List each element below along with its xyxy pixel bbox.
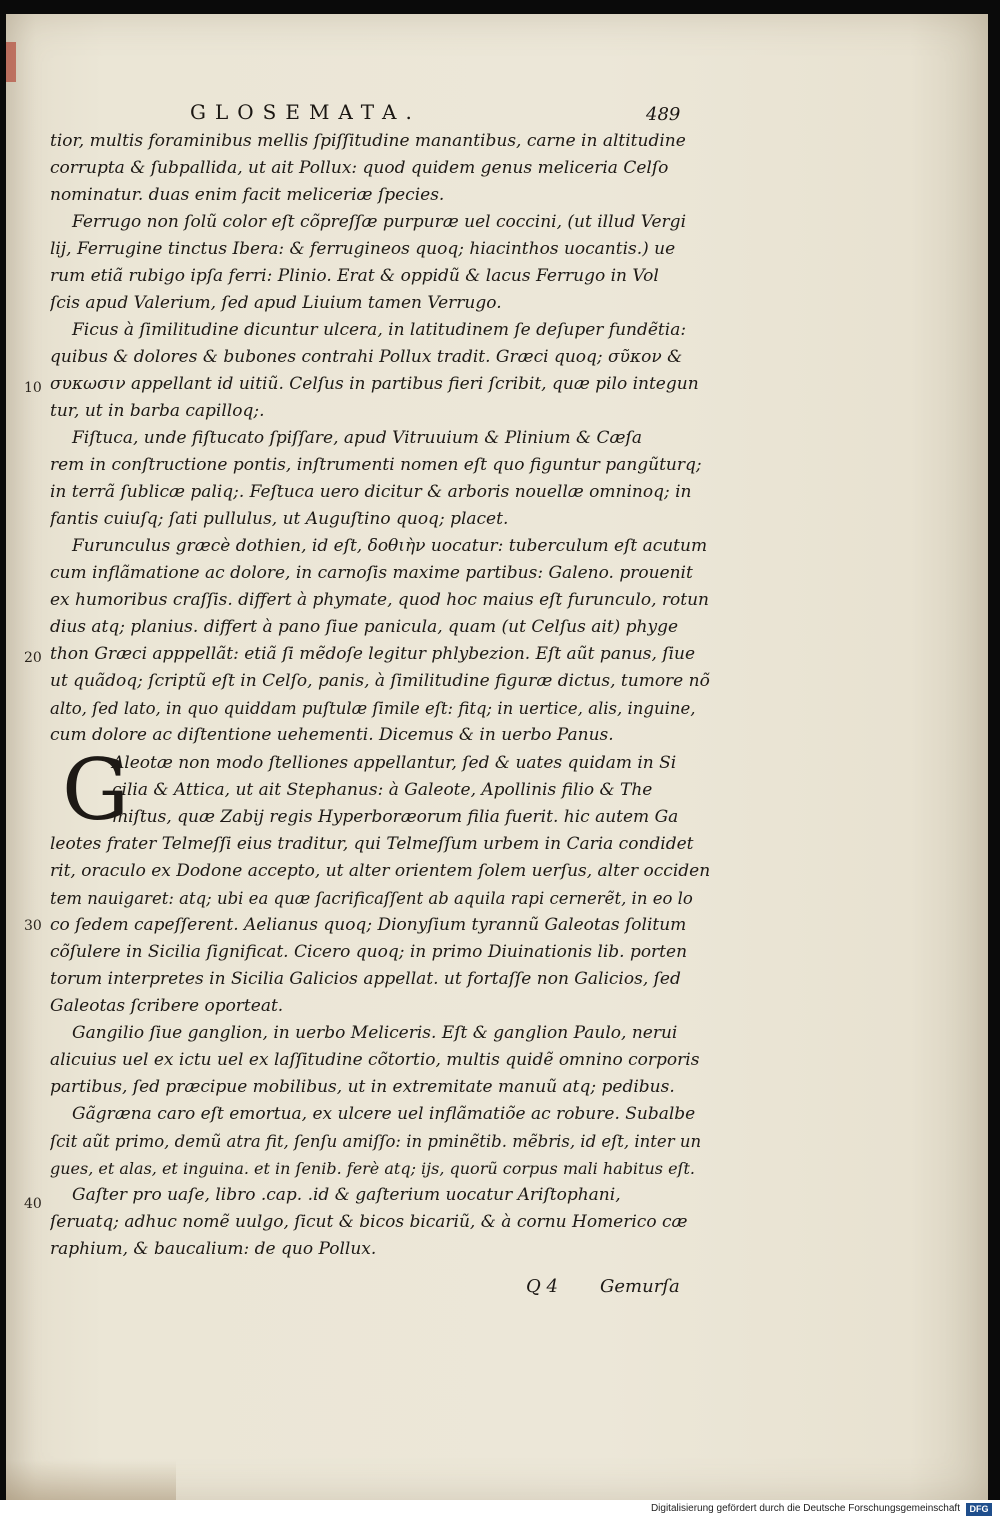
text-line: Furunculus græcè dothien, id eſt, δοθιὴν uocatur: tuberculum eſt acutum [72,536,708,556]
text-line: fantis cuiuſq; ſati pullulus, ut Auguſtino quoq; placet. [50,509,509,529]
text-line: partibus, ſed præcipue mobilibus, ut in extremitate manuũ atq; pedibus. [50,1077,675,1097]
text-line: in terrã ſublicæ paliq;. Feſtuca uero dicitur & arboris nouellæ omninoq; in [50,482,692,502]
text-line: thon Græci apppellãt: etiã ſi mẽdoſe legitur phlybezion. Eſt aũt panus, ſiue [50,644,696,664]
margin-line-number: 30 [24,918,42,934]
page-stain [6,1460,176,1500]
margin-line-number: 20 [24,650,42,666]
text-line: συκωσιν appellant id uitiũ. Celſus in partibus fieri ſcribit, quæ pilo integun [50,374,699,394]
footer-bar [0,1500,1000,1520]
text-line: ſcis apud Valerium, ſed apud Liuium tamen Verrugo. [50,293,502,313]
text-line: lij, Ferrugine tinctus Ibera: & ferrugineos quoq; hiacinthos uocantis.) ue [50,239,676,259]
text-line: Gaſter pro uaſe, libro .cap. .id & gaſterium uocatur Ariſtophani, [72,1185,621,1205]
text-line: Gãgræna caro eſt emortua, ex ulcere uel inflãmatiõe ac robure. Subalbe [72,1104,696,1124]
signature-mark: Q 4 [526,1276,558,1297]
margin-line-number: 40 [24,1196,42,1212]
catchword: Gemurſa [600,1276,680,1297]
text-line: nominatur. duas enim facit meliceriæ ſpecies. [50,185,445,205]
text-line: Fiſtuca, unde fiſtucato ſpiſſare, apud Vitruuium & Plinium & Cæſa [72,428,642,448]
text-line: rum etiã rubigo ipſa ferri: Plinio. Erat & oppidũ & lacus Ferrugo in Vol [50,266,659,286]
text-line: Ficus à ſimilitudine dicuntur ulcera, in latitudinem ſe deſuper fundẽtia: [72,320,687,340]
margin-line-number: 10 [24,380,42,396]
text-line: co ſedem capeſſerent. Aelianus quoq; Dionyſium tyrannũ Galeotas ſolitum [50,915,687,935]
text-line: cõſulere in Sicilia ſignificat. Cicero quoq; in primo Diuinationis lib. porten [50,942,688,962]
drop-capital: G [62,741,130,839]
text-line: rit, oraculo ex Dodone accepto, ut alter orientem ſolem uerſus, alter occiden [50,861,710,881]
text-line: miſtus, quæ Zabij regis Hyperboræorum filia fuerit. hic autem Ga [112,807,679,827]
text-line: rem in conſtructione pontis, inſtrumenti nomen eſt quo figuntur pangũturq; [50,455,702,475]
text-line: Aleotæ non modo ſtelliones appellantur, ſed & uates quidam in Si [112,753,677,773]
text-line: alto, ſed lato, in quo quiddam puſtulæ ſimile eſt: fitq; in uertice, alis, inguine, [50,699,696,718]
text-line: gues, et alas, et inguina. et in ſenib. ferè atq; ijs, quorũ corpus mali habitus eſt. [50,1159,695,1178]
text-line: ex humoribus craſſis. differt à phymate, quod hoc maius eſt furunculo, rotun [50,590,709,610]
text-line: Gangilio ſiue ganglion, in uerbo Meliceris. Eſt & ganglion Paulo, nerui [72,1023,678,1043]
text-line: cilia & Attica, ut ait Stephanus: à Galeote, Apollinis filio & The [112,780,653,800]
text-line: dius atq; planius. differt à pano ſiue panicula, quam (ut Celſus ait) phyge [50,617,679,637]
text-line: corrupta & ſubpallida, ut ait Pollux: quod quidem genus meliceria Celſo [50,158,669,178]
text-line: torum interpretes in Sicilia Galicios appellat. ut fortaſſe non Galicios, ſed [50,969,681,989]
dfg-logo: DFG [966,1503,992,1516]
text-line: cum inflãmatione ac dolore, in carnoſis maxime partibus: Galeno. prouenit [50,563,693,583]
text-line: cum dolore ac diſtentione uehementi. Dicemus & in uerbo Panus. [50,725,614,745]
text-block [50,128,710,1263]
text-line: alicuius uel ex ictu uel ex laſſitudine cõtortio, multis quidẽ omnino corporis [50,1050,700,1070]
running-head: GLOSEMATA. [190,100,421,124]
text-line: Galeotas ſcribere oporteat. [50,996,284,1016]
text-line: tior, multis foraminibus mellis ſpiſſitudine manantibus, carne in altitudine [50,131,686,151]
text-line: tem nauigaret: atq; ubi ea quæ ſacrificaſſent ab aquila rapi cernerẽt, in eo lo [50,889,693,908]
text-line: leotes frater Telmeſſi eius traditur, qui Telmeſſum urbem in Caria condidet [50,834,694,854]
page-edge-tab [6,42,16,82]
footer-credit: Digitalisierung gefördert durch die Deutsche Forschungsgemeinschaft [650,1503,960,1514]
text-line: tur, ut in barba capilloq;. [50,401,265,421]
text-line: quibus & dolores & bubones contrahi Pollux tradit. Græci quoq; σῦκον & [50,347,683,367]
text-line: ſeruatq; adhuc nomẽ uulgo, ſicut & bicos bicariũ, & à cornu Homerico cæ [50,1212,688,1232]
text-line: ſcit aũt primo, demũ atra fit, ſenſu amiſſo: in pminẽtib. mẽbris, id eſt, inter un [50,1132,702,1151]
text-line: raphium, & baucalium: de quo Pollux. [50,1239,377,1259]
text-line: Ferrugo non ſolũ color eſt cõpreſſæ purpuræ uel coccini, (ut illud Vergi [72,212,687,232]
text-line: ut quãdoq; ſcriptũ eſt in Celſo, panis, à ſimilitudine figuræ dictus, tumore nõ [50,671,710,691]
folio-number: 489 [646,104,681,125]
